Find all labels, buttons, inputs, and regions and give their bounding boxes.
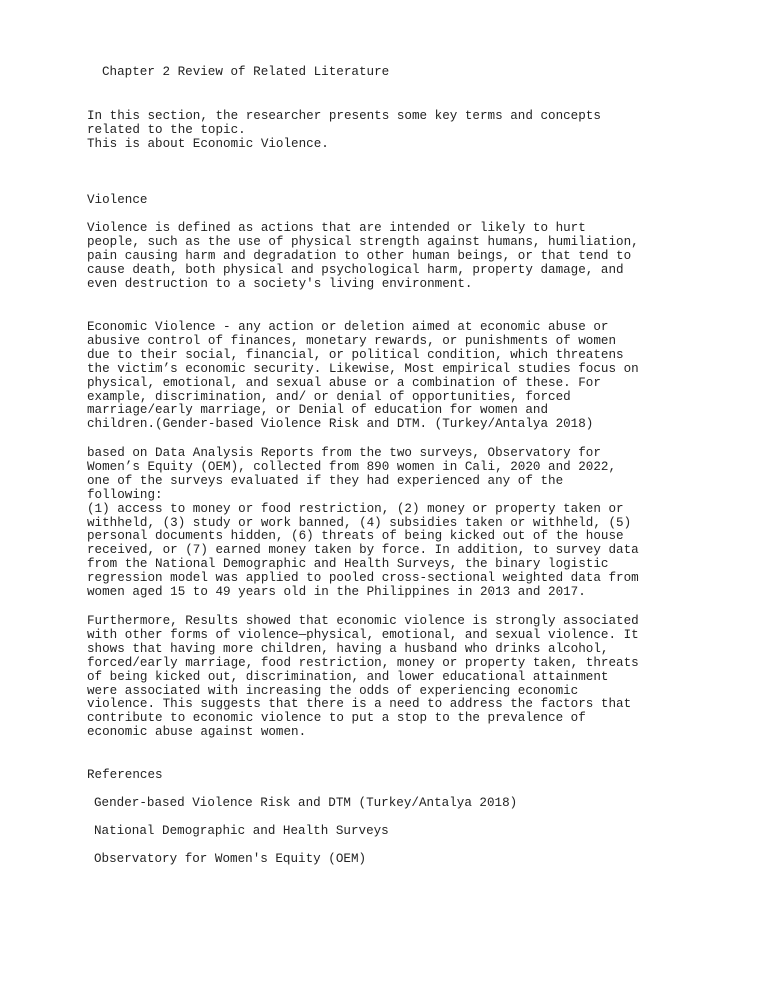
reference-item: Gender-based Violence Risk and DTM (Turkey/Antalya 2018) — [94, 795, 518, 810]
references-heading: References — [87, 768, 163, 782]
results-paragraph: Furthermore, Results showed that economic violence is strongly associated with other forms of violence—physical, emotional, and sexual violence. It shows that having more children, having a husband who drinks alcohol, forced/early marriage, food restriction, money or property taken, threats of being kicked out, discrimination, and lower educational attainment were associated with increasing the odds of experiencing economic violence. This suggests that there is a need to address the factors that contribute to economic violence to put a stop to the prevalence of economic abuse against women. — [87, 614, 639, 740]
reference-item: National Demographic and Health Surveys — [94, 823, 389, 838]
chapter-title: Chapter 2 Review of Related Literature — [102, 65, 390, 79]
economic-violence-paragraph: Economic Violence - any action or deletion aimed at economic abuse or abusive control of finances, monetary rewards, or punishments of women due to their social, financial, or political condition, which threatens the victim’s economic security. Likewise, Most empirical studies focus on physical, emotional, and sexual abuse or a combination of these. For example, discrimination, and/ or denial of opportunities, forced marriage/early marriage, or Denial of education for women and children.(Gender-based Violence Risk and DTM. (Turkey/Antalya 2018) — [87, 320, 639, 432]
intro-paragraph: In this section, the researcher presents some key terms and concepts related to the topic. This is about Economic Violence. — [87, 109, 601, 151]
section-heading-violence: Violence — [87, 193, 148, 207]
violence-definition-paragraph: Violence is defined as actions that are intended or likely to hurt people, such as the use of physical strength against humans, humiliation, pain causing harm and degradation to other human beings, or that tend to cause death, both physical and psychological harm, property damage, and even destruction to a society's living environment. — [87, 221, 639, 291]
reference-item: Observatory for Women's Equity (OEM) — [94, 851, 367, 866]
references-list — [94, 783, 694, 880]
survey-data-paragraph: based on Data Analysis Reports from the two surveys, Observatory for Women’s Equity (OEM), collected from 890 women in Cali, 2020 and 2022, one of the surveys evaluated if they had experienced any of the following: (1) access to money or food restriction, (2) money or property taken or withheld, (3) study or work banned, (4) subsidies taken or withheld, (5) personal documents hidden, (6) threats of being kicked out of the house received, or (7) earned money taken by force. In addition, to survey data from the National Demographic and Health Surveys, the binary logistic regression model was applied to pooled cross-sectional weighted data from women aged 15 to 49 years old in the Philippines in 2013 and 2017. — [87, 446, 639, 600]
